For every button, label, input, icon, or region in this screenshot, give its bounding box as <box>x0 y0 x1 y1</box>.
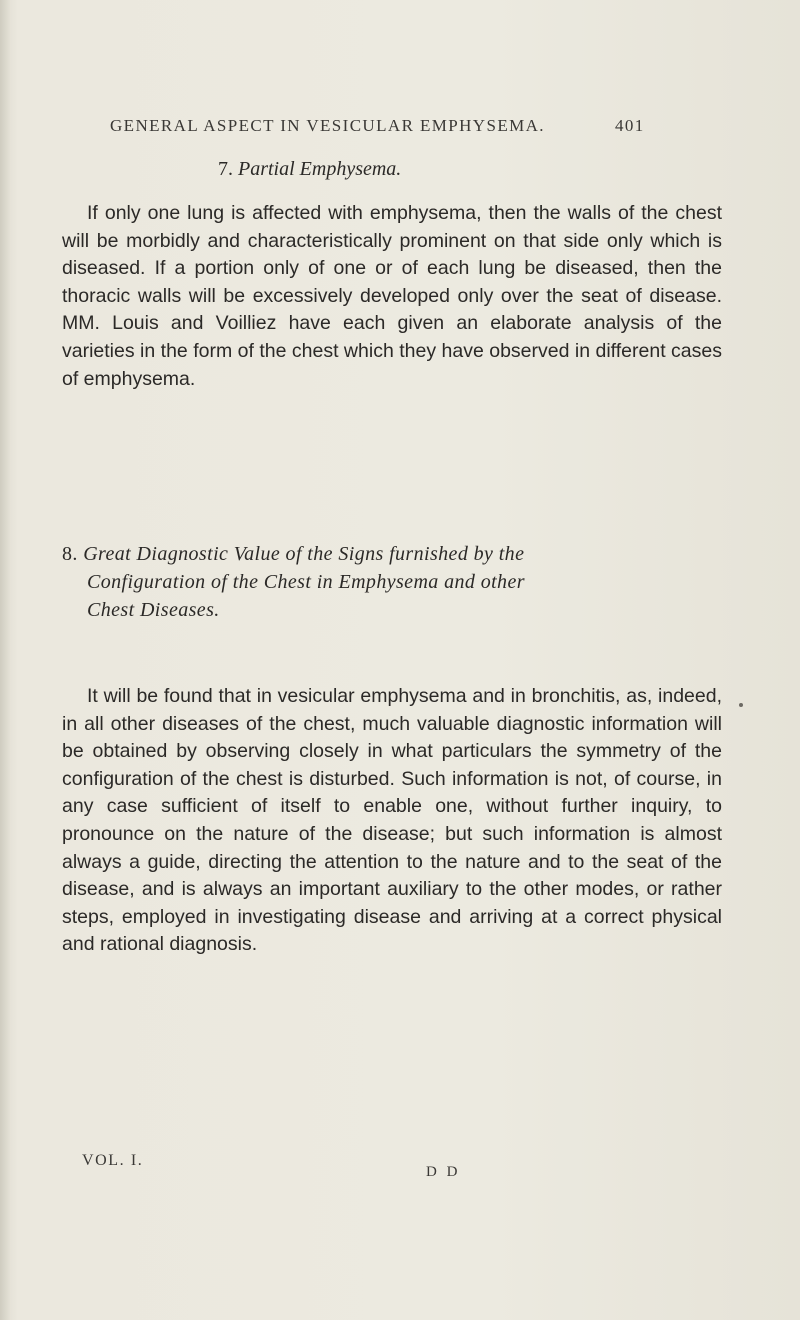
paragraph-1-text: If only one lung is affected with emphysema, then the walls of the chest will be morbidly and characteristically prominent on that side only which is diseased. If a portion only of one or of each lung be diseased, then the thoracic walls will be excessively developed only over the seat of disease. MM. Louis and Voilliez have each given an elaborate analysis of the varieties in the form of the chest which they have observed in different cases of emphysema. <box>62 202 722 390</box>
section-7-heading <box>218 158 401 181</box>
signature-mark: D D <box>426 1164 461 1180</box>
paragraph-2-text: It will be found that in vesicular emphysema and in bronchitis, as, indeed, in all other diseases of the chest, much valuable diagnostic information will be obtained by observing closely in what particulars the symmetry of the configuration of the chest is disturbed. Such information is not, of course, in any case sufficient of itself to enable one, without further inquiry, to pronounce on the nature of the disease; but such information is almost always a guide, directing the attention to the nature and to the seat of the disease, and is always an important auxiliary to the other modes, or rather steps, employed in investigating disease and arriving at a correct physical and rational diagnosis. <box>62 685 722 956</box>
page-number: 401 <box>615 116 645 135</box>
stray-ink-mark <box>739 703 743 707</box>
section-8-title-line2: Configuration of the Chest in Emphysema and other <box>87 571 525 593</box>
section-8-title-line1: Great Diagnostic Value of the Signs furnished by the <box>83 543 525 565</box>
paragraph-diagnostic-value <box>62 683 722 959</box>
section-7-number: 7. <box>218 158 233 180</box>
volume-label: VOL. I. <box>82 1152 144 1169</box>
section-8-number: 8. <box>62 543 78 565</box>
section-8-heading <box>62 540 682 624</box>
page-binding-edge <box>0 0 10 1320</box>
paragraph-partial-emphysema <box>62 200 722 393</box>
section-8-title-line3: Chest Diseases. <box>87 599 220 621</box>
section-7-title: Partial Emphysema. <box>238 158 402 180</box>
running-head-title: GENERAL ASPECT IN VESICULAR EMPHYSEMA. <box>110 116 545 135</box>
